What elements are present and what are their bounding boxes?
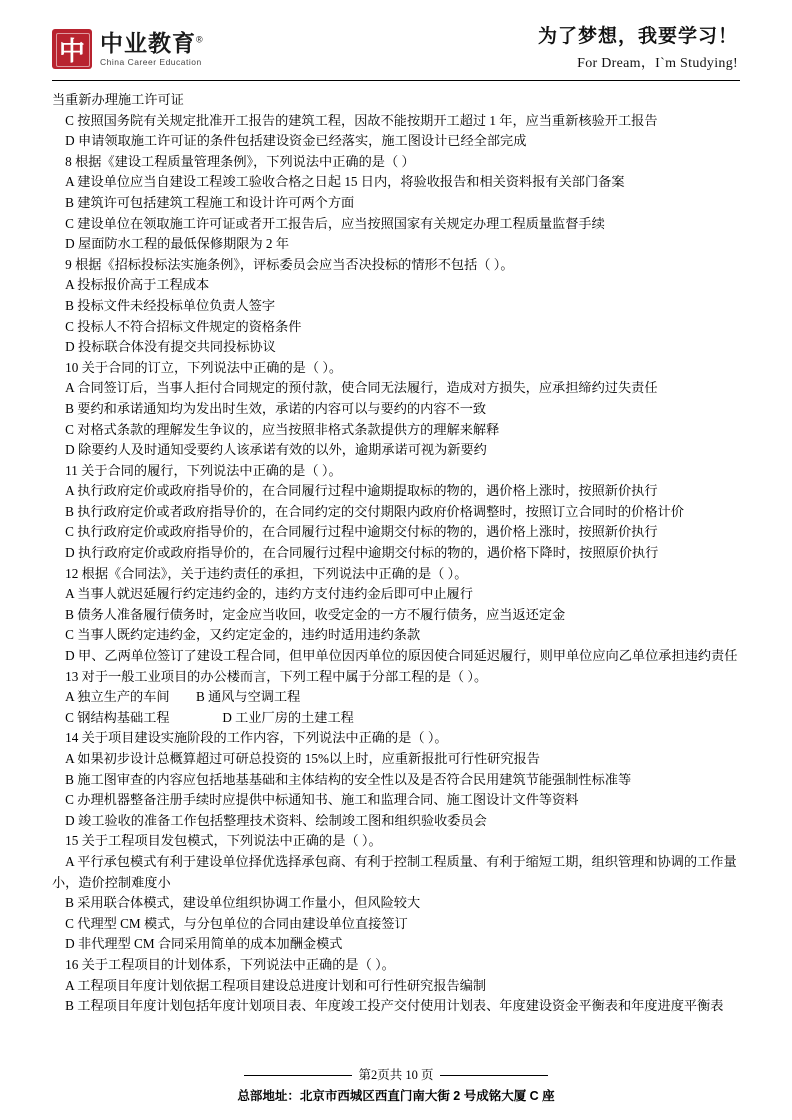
page-number-label: 第2页共 10 页 xyxy=(358,1068,434,1082)
rule-right xyxy=(440,1075,548,1076)
text-line: A 投标报价高于工程成本 xyxy=(52,277,210,293)
text-line: A 合同签订后，当事人拒付合同规定的预付款，使合同无法履行，造成对方损失，应承担缔约过失责任 xyxy=(52,380,658,396)
brand-logo xyxy=(52,29,204,69)
text-line: B 建筑许可包括建筑工程施工和设计许可两个方面 xyxy=(52,194,355,210)
text-line: D 申请领取施工许可证的条件包括建设资金已经落实，施工图设计已经全部完成 xyxy=(52,133,527,149)
text-line: D 投标联合体没有提交共同投标协议 xyxy=(52,339,276,355)
text-line: A 如果初步设计总概算超过可研总投资的 15%以上时，应重新报批可行性研究报告 xyxy=(52,751,540,766)
logo-icon: 中 xyxy=(52,29,92,69)
rule-left xyxy=(244,1075,352,1076)
text-line: C 当事人既约定违约金，又约定定金的，违约时适用违约条款 xyxy=(52,627,421,643)
text-line: 当重新办理施工许可证 xyxy=(52,92,184,107)
text-line: A 平行承包模式有利于建设单位择优选择承包商、有利于控制工程质量、有利于缩短工期，组织管理和协调的工作量小，造价控制难度小 xyxy=(52,853,737,890)
question-line: 13 对于一般工业项目的办公楼而言，下列工程中属于分部工程的是（ ）。 xyxy=(52,668,488,684)
text-line: B 施工图审查的内容应包括地基基础和主体结构的安全性以及是否符合民用建筑节能强制性标准等 xyxy=(52,771,632,787)
slogan-en: For Dream，I`m Studying! xyxy=(577,55,738,71)
brand-name-cn-text: 中业教育 xyxy=(100,29,196,56)
text-line: C 钢结构基础工程 D 工业厂房的土建工程 xyxy=(52,709,354,725)
question-line: 12 根据《合同法》，关于违约责任的承担，下列说法中正确的是（ ）。 xyxy=(52,565,468,581)
text-line: D 竣工验收的准备工作包括整理技术资料、绘制竣工图和组织验收委员会 xyxy=(52,812,487,828)
question-line: 16 关于工程项目的计划体系，下列说法中正确的是（ ）。 xyxy=(52,956,395,972)
text-line: C 建设单位在领取施工许可证或者开工报告后，应当按照国家有关规定办理工程质量监督手续 xyxy=(52,215,605,231)
brand-name-en: China Career Education xyxy=(100,57,202,68)
text-line: B 要约和承诺通知均为发出时生效，承诺的内容可以与要约的内容不一致 xyxy=(52,400,487,416)
text-line: C 办理机器整备注册手续时应提供中标通知书、施工和监理合同、施工图设计文件等资料 xyxy=(52,792,579,808)
text-line: C 执行政府定价或政府指导价的，在合同履行过程中逾期交付标的物的，遇价格上涨时，按照新价执行 xyxy=(52,524,658,540)
page-number xyxy=(0,1066,792,1085)
text-line: A 建设单位应当自建设工程竣工验收合格之日起 15 日内，将验收报告和相关资料报有关部门备案 xyxy=(52,174,625,190)
text-line: D 除要约人及时通知受要约人该承诺有效的以外，逾期承诺可视为新要约 xyxy=(52,442,487,458)
question-line: 8 根据《建设工程质量管理条例》，下列说法中正确的是（ ） xyxy=(52,153,415,169)
footer-address: 总部地址：北京市西城区西直门南大街 2 号成铭大厦 C 座 xyxy=(237,1089,555,1103)
text-line: D 执行政府定价或政府指导价的，在合同履行过程中逾期交付标的物的，遇价格下降时，按照原价执行 xyxy=(52,545,659,561)
brand-text xyxy=(100,31,204,67)
question-line: 9 根据《招标投标法实施条例》，评标委员会应当否决投标的情形不包括（ ）。 xyxy=(52,256,514,272)
page-header xyxy=(52,0,740,81)
text-line: A 当事人就迟延履行约定违约金的，违约方支付违约金后即可中止履行 xyxy=(52,586,473,602)
text-line: D 非代理型 CM 合同采用简单的成本加酬金模式 xyxy=(52,936,343,952)
text-line: B 债务人准备履行债务时，定金应当收回，收受定金的一方不履行债务，应当返还定金 xyxy=(52,606,566,622)
text-line: D 屋面防水工程的最低保修期限为 2 年 xyxy=(52,236,290,252)
question-line: 14 关于项目建设实施阶段的工作内容，下列说法中正确的是（ ）。 xyxy=(52,730,448,746)
text-line: C 按照国务院有关规定批准开工报告的建筑工程，因故不能按期开工超过 1 年，应当重新核验开工报告 xyxy=(52,112,658,128)
question-line: 15 关于工程项目发包模式，下列说法中正确的是（ ）。 xyxy=(52,833,382,849)
text-line: B 工程项目年度计划包括年度计划项目表、年度竣工投产交付使用计划表、年度建设资金平衡表和年度进度平衡表 xyxy=(52,998,724,1014)
text-line: B 执行政府定价或者政府指导价的，在合同约定的交付期限内政府价格调整时，按照订立合同时的价格计价 xyxy=(52,503,684,519)
document-body xyxy=(52,81,740,1017)
text-line: C 代理型 CM 模式，与分包单位的合同由建设单位直接签订 xyxy=(52,915,408,931)
text-line: A 工程项目年度计划依据工程项目建设总进度计划和可行性研究报告编制 xyxy=(52,977,487,993)
text-line: D 甲、乙两单位签订了建设工程合同，但甲单位因丙单位的原因使合同延迟履行，则甲单位应向乙单位承担违约责任 xyxy=(52,648,738,664)
text-line: A 独立生产的车间 B 通风与空调工程 xyxy=(52,689,301,705)
slogan xyxy=(538,26,740,72)
question-line: 10 关于合同的订立，下列说法中正确的是（ ）。 xyxy=(52,359,343,375)
slogan-cn: 为了梦想，我要学习！ xyxy=(537,26,738,48)
text-line: B 投标文件未经投标单位负责人签字 xyxy=(52,297,276,313)
brand-name-cn xyxy=(100,31,204,55)
question-line: 11 关于合同的履行，下列说法中正确的是（ ）。 xyxy=(52,462,342,478)
text-line: C 投标人不符合招标文件规定的资格条件 xyxy=(52,318,302,334)
text-line: C 对格式条款的理解发生争议的，应当按照非格式条款提供方的理解来解释 xyxy=(52,421,500,437)
text-line: B 采用联合体模式，建设单位组织协调工作量小，但风险较大 xyxy=(52,895,421,911)
text-line: A 执行政府定价或政府指导价的，在合同履行过程中逾期提取标的物的，遇价格上涨时，按照新价执行 xyxy=(52,483,658,499)
page-footer xyxy=(0,1066,792,1106)
trademark-icon: ® xyxy=(196,34,204,45)
